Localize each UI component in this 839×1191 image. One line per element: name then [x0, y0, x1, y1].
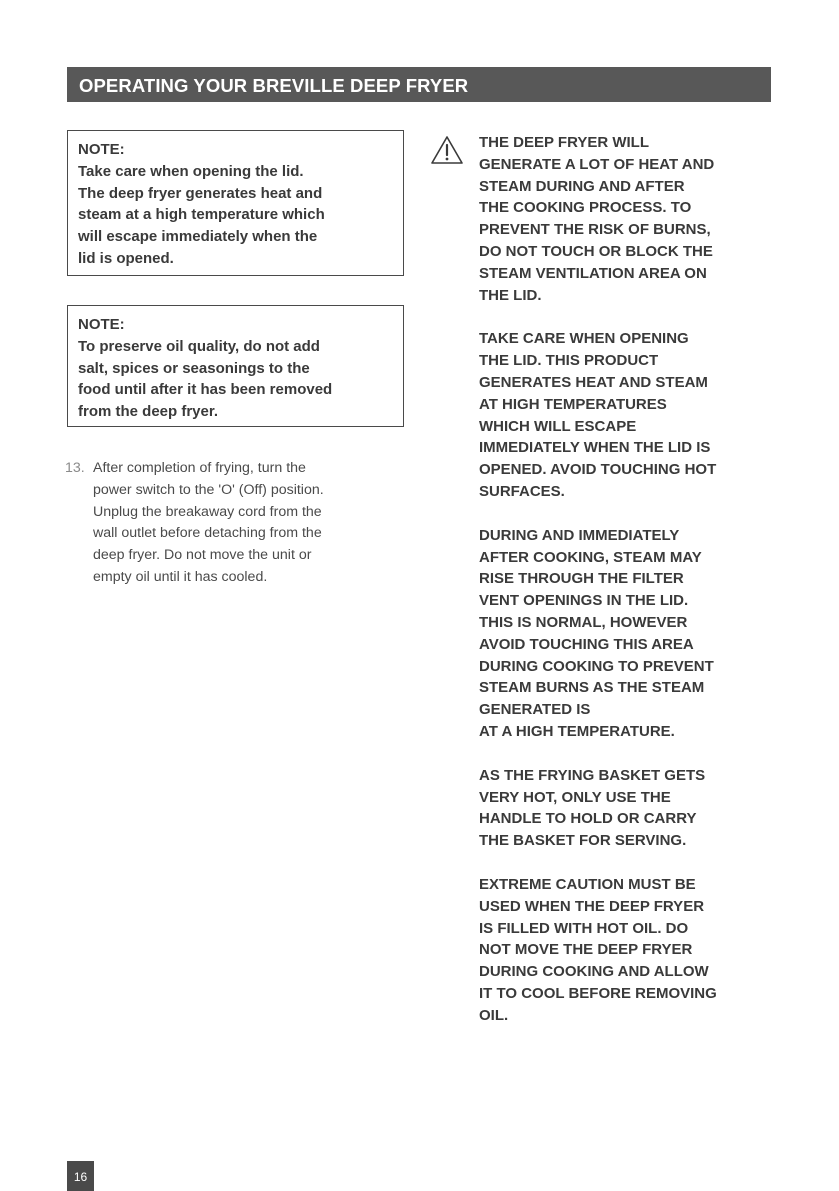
warning-line: VERY HOT, ONLY USE THE	[479, 788, 671, 806]
warning-line: GENERATES HEAT AND STEAM	[479, 373, 708, 391]
warning-line: AS THE FRYING BASKET GETS	[479, 766, 706, 784]
warning-line: VENT OPENINGS IN THE LID.	[479, 592, 689, 610]
warning-line: THE LID. THIS PRODUCT	[479, 352, 659, 370]
warning-paragraph	[479, 874, 771, 1027]
step-line: wall outlet before detaching from the	[93, 525, 322, 542]
warning-paragraph	[479, 132, 771, 306]
note-line: steam at a high temperature which	[78, 206, 325, 224]
warning-paragraph	[479, 765, 771, 852]
note-line: To preserve oil quality, do not add	[78, 337, 320, 355]
warning-paragraph	[479, 328, 771, 502]
step-number: 13.	[65, 460, 85, 476]
note-heading: NOTE:	[78, 141, 125, 158]
warning-line: AT HIGH TEMPERATURES	[479, 395, 667, 413]
step-line: deep fryer. Do not move the unit or	[93, 547, 312, 564]
section-header-bar	[67, 67, 771, 102]
note-line: lid is opened.	[78, 249, 174, 267]
page-number: 16	[73, 1170, 88, 1184]
warning-line: OIL.	[479, 1006, 509, 1024]
section-title: OPERATING YOUR BREVILLE DEEP FRYER	[79, 75, 469, 96]
note-line: food until after it has been removed	[78, 381, 333, 399]
warning-line: WHICH WILL ESCAPE	[479, 417, 637, 435]
warning-paragraph	[479, 525, 771, 743]
warning-line: THE DEEP FRYER WILL	[479, 134, 650, 151]
warning-triangle-icon	[430, 135, 464, 165]
note-box-oil-quality	[67, 305, 404, 427]
warning-line: STEAM DURING AND AFTER	[479, 177, 685, 195]
warning-line: THIS IS NORMAL, HOWEVER	[479, 613, 688, 631]
warning-line: STEAM BURNS AS THE STEAM	[479, 679, 705, 697]
warning-line: AVOID TOUCHING THIS AREA	[479, 635, 694, 653]
step-line: Unplug the breakaway cord from the	[93, 503, 322, 520]
note-heading: NOTE:	[78, 316, 125, 333]
warning-line: THE LID.	[479, 286, 542, 304]
warning-line: THE BASKET FOR SERVING.	[479, 832, 687, 850]
warning-line: NOT MOVE THE DEEP FRYER	[479, 941, 693, 959]
warning-line: DO NOT TOUCH OR BLOCK THE	[479, 242, 713, 260]
warning-text	[479, 132, 771, 1048]
warning-line: AT A HIGH TEMPERATURE.	[479, 722, 675, 740]
note-box-lid	[67, 130, 404, 276]
note-line: salt, spices or seasonings to the	[78, 359, 310, 377]
step-text	[93, 458, 324, 589]
warning-line: PREVENT THE RISK OF BURNS,	[479, 221, 711, 239]
warning-line: DURING AND IMMEDIATELY	[479, 526, 680, 544]
warning-line: OPENED. AVOID TOUCHING HOT	[479, 461, 717, 479]
step-line: empty oil until it has cooled.	[93, 568, 268, 585]
note-line: will escape immediately when the	[78, 228, 318, 246]
warning-line: DURING COOKING AND ALLOW	[479, 963, 709, 981]
warning-line: IS FILLED WITH HOT OIL. DO	[479, 919, 689, 937]
warning-line: AFTER COOKING, STEAM MAY	[479, 548, 702, 566]
warning-line: USED WHEN THE DEEP FRYER	[479, 897, 705, 915]
warning-line: STEAM VENTILATION AREA ON	[479, 264, 707, 282]
warning-line: RISE THROUGH THE FILTER	[479, 570, 684, 588]
warning-line: GENERATE A LOT OF HEAT AND	[479, 155, 715, 173]
warning-line: IMMEDIATELY WHEN THE LID IS	[479, 439, 711, 457]
step-line: power switch to the 'O' (Off) position.	[93, 481, 324, 498]
note-line: Take care when opening the lid.	[78, 162, 304, 180]
warning-line: HANDLE TO HOLD OR CARRY	[479, 810, 697, 828]
warning-line: EXTREME CAUTION MUST BE	[479, 875, 696, 893]
page-number-badge	[67, 1161, 94, 1191]
warning-line: TAKE CARE WHEN OPENING	[479, 330, 689, 348]
step-line: After completion of frying, turn the	[93, 460, 306, 476]
warning-line: IT TO COOL BEFORE REMOVING	[479, 984, 717, 1002]
warning-line: DURING COOKING TO PREVENT	[479, 657, 714, 675]
note-line: from the deep fryer.	[78, 403, 219, 421]
warning-line: SURFACES.	[479, 482, 565, 500]
warning-line: THE COOKING PROCESS. TO	[479, 199, 692, 217]
warning-line: GENERATED IS	[479, 701, 591, 719]
note-line: The deep fryer generates heat and	[78, 184, 323, 202]
